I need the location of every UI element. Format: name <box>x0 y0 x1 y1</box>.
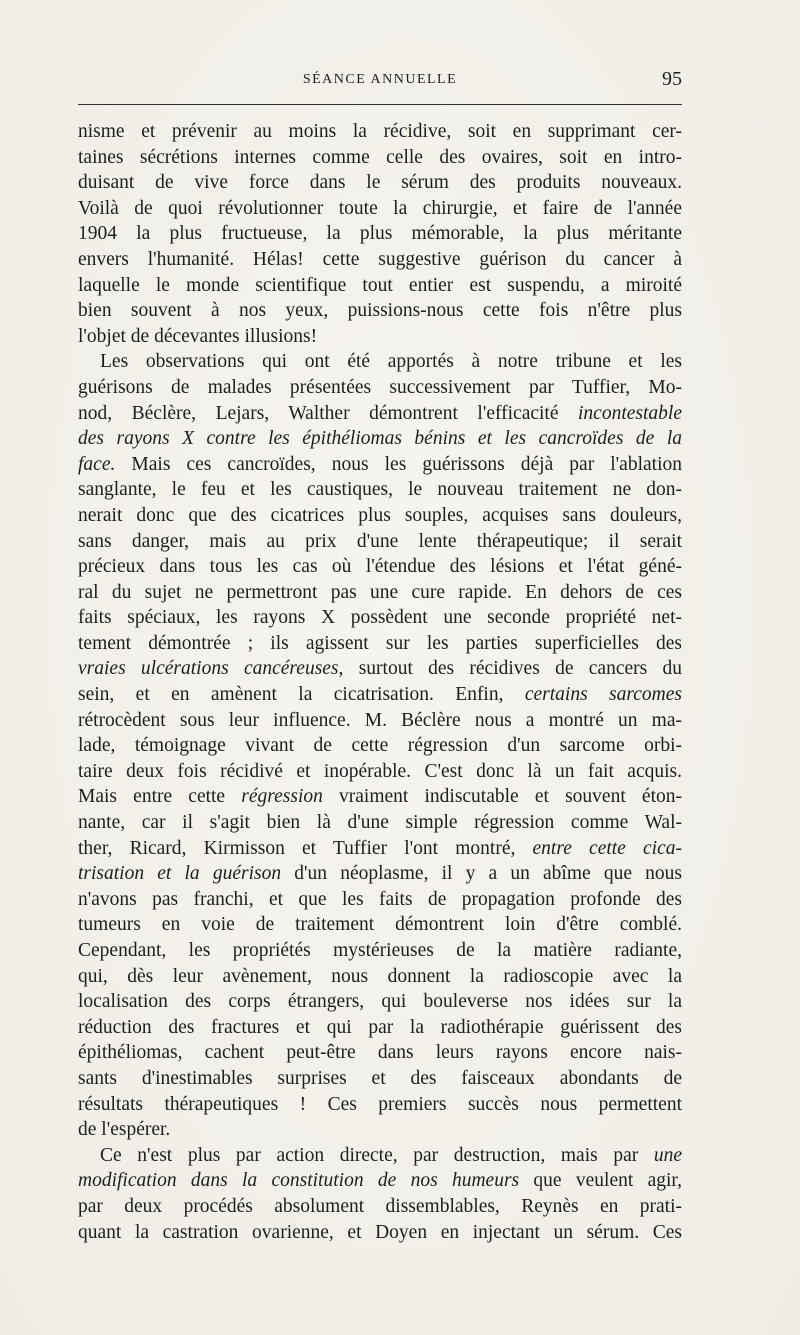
italic-text: entre cette cica- <box>532 837 682 859</box>
italic-text: trisation et la guérison <box>78 863 282 885</box>
body-text <box>78 119 682 1245</box>
text-line <box>78 503 682 529</box>
text-segment: Ce n'est plus par action directe, par destruction, mais par <box>100 1144 654 1166</box>
text-line <box>78 452 682 478</box>
text-segment: l'objet de décevantes illusions! <box>78 325 318 347</box>
text-line <box>78 1143 682 1169</box>
text-line <box>78 580 682 606</box>
text-segment: nante, car il s'agit bien là d'une simple régression comme Wal- <box>78 812 682 834</box>
text-segment: de l'espérer. <box>78 1119 171 1141</box>
italic-text: régression <box>241 786 323 808</box>
text-line <box>78 912 682 938</box>
text-segment: faits spéciaux, les rayons X possèdent une seconde propriété net- <box>78 607 682 629</box>
italic-text: modification dans la constitution de nos humeurs <box>78 1170 520 1192</box>
text-segment: rétrocèdent sous leur influence. M. Béclère nous a montré un ma- <box>78 709 682 731</box>
text-line <box>78 196 682 222</box>
text-segment: localisation des corps étrangers, qui bouleverse nos idées sur la <box>78 991 682 1013</box>
page-number: 95 <box>662 68 682 90</box>
text-line <box>78 1066 682 1092</box>
text-segment: qui, dès leur avènement, nous donnent la radioscopie avec la <box>78 965 682 987</box>
text-line <box>78 989 682 1015</box>
text-segment: résultats thérapeutiques ! Ces premiers succès nous permettent <box>78 1093 682 1115</box>
text-line <box>78 708 682 734</box>
italic-text: certains sarcomes <box>524 684 682 706</box>
text-line <box>78 426 682 452</box>
text-segment: , surtout des récidives de cancers du <box>338 658 682 680</box>
text-line <box>78 1194 682 1220</box>
text-line <box>78 733 682 759</box>
text-line <box>78 145 682 171</box>
text-line <box>78 554 682 580</box>
text-line <box>78 1220 682 1246</box>
text-segment: sanglante, le feu et les caustiques, le nouveau traitement ne don- <box>78 479 682 501</box>
text-segment: Mais entre cette <box>78 786 242 808</box>
text-line <box>78 784 682 810</box>
italic-text: vraies ulcérations cancéreuses <box>78 658 339 680</box>
text-segment: Mais ces cancroïdes, nous les guérissons déjà par l'ablation <box>115 453 682 475</box>
text-segment: sein, et en amènent la cicatrisation. Enfin, <box>78 684 525 706</box>
text-line <box>78 324 682 350</box>
italic-text: face. <box>78 453 116 475</box>
text-segment: tumeurs en voie de traitement démontrent loin d'être comblé. <box>78 914 682 936</box>
text-segment: quant la castration ovarienne, et Doyen en injectant un sérum. Ces <box>78 1221 682 1243</box>
text-segment: nerait donc que des cicatrices plus souples, acquises sans douleurs, <box>78 504 682 526</box>
text-segment: nisme et prévenir au moins la récidive, soit en supprimant cer- <box>78 121 682 142</box>
text-segment: guérisons de malades présentées successivement par Tuffier, Mo- <box>78 376 682 398</box>
text-segment: précieux dans tous les cas où l'étendue des lésions et l'état géné- <box>78 556 682 578</box>
text-line <box>78 247 682 273</box>
text-segment: nod, Béclère, Lejars, Walther démontrent l'efficacité <box>78 402 579 424</box>
text-segment: d'un néoplasme, il y a un abîme que nous <box>281 863 682 885</box>
text-segment: taines sécrétions internes comme celle des ovaires, soit en intro- <box>78 146 682 168</box>
text-line <box>78 401 682 427</box>
text-line <box>78 810 682 836</box>
text-line <box>78 682 682 708</box>
text-segment: Cependant, les propriétés mystérieuses de la matière radiante, <box>78 940 682 961</box>
text-segment: taire deux fois récidivé et inopérable. C'est donc là un fait acquis. <box>78 760 682 782</box>
text-segment: lade, témoignage vivant de cette régression d'un sarcome orbi- <box>78 735 682 757</box>
text-line <box>78 170 682 196</box>
text-segment: Les observations qui ont été apportés à notre tribune et les <box>100 351 682 373</box>
text-line <box>78 1117 682 1143</box>
text-line <box>78 1015 682 1041</box>
text-line <box>78 375 682 401</box>
text-line <box>78 631 682 657</box>
text-line <box>78 759 682 785</box>
text-segment: n'avons pas franchi, et que les faits de propagation profonde des <box>78 888 682 910</box>
text-line <box>78 1168 682 1194</box>
text-line <box>78 605 682 631</box>
text-segment: réduction des fractures et qui par la radiothérapie guérissent des <box>78 1016 682 1038</box>
text-line <box>78 861 682 887</box>
text-segment: bien souvent à nos yeux, puissions-nous cette fois n'être plus <box>78 300 682 322</box>
text-segment: duisant de vive force dans le sérum des produits nouveaux. <box>78 172 682 194</box>
text-line <box>78 1092 682 1118</box>
text-segment: laquelle le monde scientifique tout entier est suspendu, a miroité <box>78 274 682 296</box>
italic-text: incontestable <box>578 402 682 424</box>
text-line <box>78 938 682 964</box>
text-segment: Voilà de quoi révolutionner toute la chirurgie, et faire de l'année <box>78 197 682 219</box>
text-segment: sants d'inestimables surprises et des faisceaux abondants de <box>78 1067 682 1089</box>
text-segment: que veulent agir, <box>519 1170 682 1192</box>
text-segment: 1904 la plus fructueuse, la plus mémorable, la plus méritante <box>78 223 682 245</box>
text-line <box>78 964 682 990</box>
text-segment: ral du sujet ne permettront pas une cure rapide. En dehors de ces <box>78 581 682 603</box>
text-segment: épithéliomas, cachent peut-être dans leurs rayons encore nais- <box>78 1042 682 1064</box>
text-line <box>78 477 682 503</box>
text-line <box>78 119 682 145</box>
text-line <box>78 349 682 375</box>
text-line <box>78 887 682 913</box>
text-line <box>78 298 682 324</box>
page-header <box>78 68 682 98</box>
text-line <box>78 221 682 247</box>
italic-text: une <box>653 1144 682 1166</box>
text-segment: vraiment indiscutable et souvent éton- <box>322 786 682 808</box>
text-segment: sans danger, mais au prix d'une lente thérapeutique; il serait <box>78 530 682 552</box>
text-line <box>78 273 682 299</box>
text-segment: tement démontrée ; ils agissent sur les parties superficielles des <box>78 632 682 654</box>
text-line <box>78 1040 682 1066</box>
text-line <box>78 656 682 682</box>
header-rule <box>78 104 682 105</box>
text-segment: par deux procédés absolument dissemblables, Reynès en prati- <box>78 1195 682 1217</box>
text-segment: ther, Ricard, Kirmisson et Tuffier l'ont montré, <box>78 837 533 859</box>
text-segment: envers l'humanité. Hélas! cette suggestive guérison du cancer à <box>78 248 682 270</box>
running-title: SÉANCE ANNUELLE <box>302 72 458 87</box>
italic-text: des rayons X contre les épithéliomas bénins et les cancroïdes de la <box>78 428 682 450</box>
text-line <box>78 836 682 862</box>
text-line <box>78 529 682 555</box>
